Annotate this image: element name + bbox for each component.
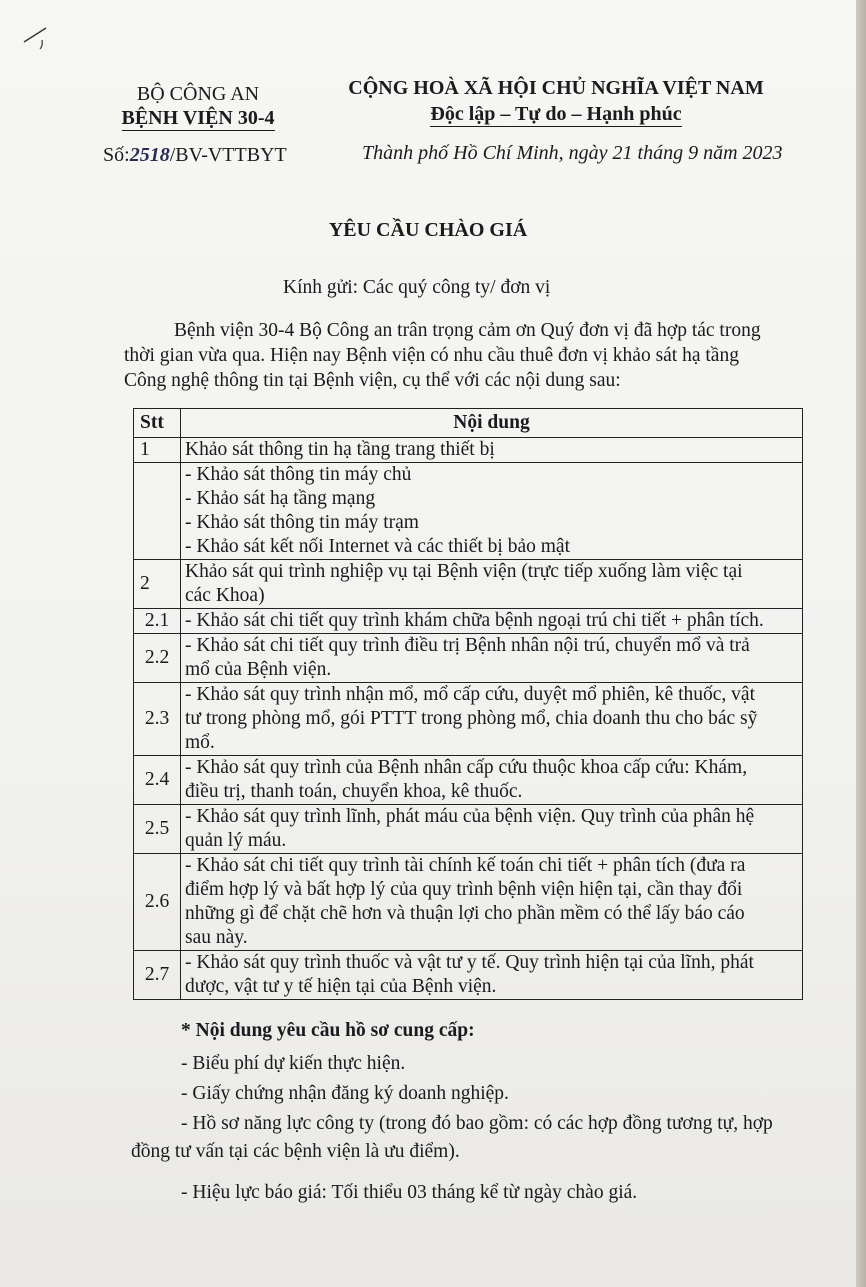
hospital-name: BỆNH VIỆN 30-4	[121, 107, 275, 129]
country-name: CỘNG HOÀ XÃ HỘI CHỦ NGHĨA VIỆT NAM	[348, 77, 764, 99]
document-title: YÊU CẦU CHÀO GIÁ	[328, 219, 528, 241]
row-content	[181, 805, 803, 854]
row-stt: 2	[134, 560, 181, 609]
row-content-line: quản lý máu.	[185, 830, 287, 851]
row-content-line: - Khảo sát kết nối Internet và các thiết bị bảo mật	[185, 536, 570, 557]
row-stt: 2.1	[134, 609, 181, 634]
requirement-item: - Biểu phí dự kiến thực hiện.	[181, 1053, 406, 1074]
table-row	[134, 951, 803, 1000]
requirements-heading: * Nội dung yêu cầu hồ sơ cung cấp:	[181, 1020, 475, 1041]
row-content-line: - Khảo sát chi tiết quy trình tài chính kế toán chi tiết + phân tích (đưa ra	[185, 855, 746, 876]
national-motto: Độc lập – Tự do – Hạnh phúc	[430, 103, 682, 125]
table-row	[134, 634, 803, 683]
table-row	[134, 463, 803, 560]
row-content-line: tư trong phòng mổ, gói PTTT trong phòng mổ, chia doanh thu cho bác sỹ	[185, 708, 758, 729]
row-content-line: Khảo sát qui trình nghiệp vụ tại Bệnh viện (trực tiếp xuống làm việc tại	[185, 561, 743, 582]
row-content-line: - Khảo sát chi tiết quy trình điều trị Bệnh nhân nội trú, chuyển mổ và trả	[185, 635, 750, 656]
row-content	[181, 683, 803, 756]
row-content-line: mổ.	[185, 732, 215, 753]
row-content-line: - Khảo sát thông tin máy chủ	[185, 464, 412, 485]
row-content-line: sau này.	[185, 927, 248, 948]
survey-content-table	[133, 408, 803, 1000]
requirement-item: - Giấy chứng nhận đăng ký doanh nghiệp.	[181, 1083, 509, 1104]
row-content-line: - Khảo sát quy trình lĩnh, phát máu của bệnh viện. Quy trình của phân hệ	[185, 806, 755, 827]
row-stt: 2.4	[134, 756, 181, 805]
row-stt	[134, 463, 181, 560]
row-content-line: điểm hợp lý và bất hợp lý của quy trình bệnh viện hiện tại, cần thay đổi	[185, 879, 743, 900]
pen-mark-icon	[22, 22, 62, 62]
table-row	[134, 560, 803, 609]
row-stt: 2.6	[134, 854, 181, 951]
org-name: BỘ CÔNG AN	[136, 83, 260, 105]
row-content	[181, 634, 803, 683]
row-content-line: - Khảo sát quy trình nhận mổ, mổ cấp cứu, duyệt mổ phiên, kê thuốc, vật	[185, 684, 755, 705]
table-body	[134, 438, 803, 1000]
column-header-content: Nội dung	[181, 409, 803, 438]
row-content	[181, 951, 803, 1000]
row-content	[181, 560, 803, 609]
row-content-line: Khảo sát thông tin hạ tầng trang thiết bị	[185, 439, 495, 460]
table-row	[134, 756, 803, 805]
row-content	[181, 854, 803, 951]
row-content	[181, 463, 803, 560]
intro-line: thời gian vừa qua. Hiện nay Bệnh viện có nhu cầu thuê đơn vị khảo sát hạ tầng	[124, 345, 739, 366]
row-content-line: - Khảo sát chi tiết quy trình khám chữa bệnh ngoại trú chi tiết + phân tích.	[185, 610, 764, 631]
column-header-stt: Stt	[134, 409, 181, 438]
row-content-line: dược, vật tư y tế hiện tại của Bệnh viện.	[185, 976, 497, 997]
row-stt: 2.3	[134, 683, 181, 756]
intro-line: Bệnh viện 30-4 Bộ Công an trân trọng cảm ơn Quý đơn vị đã hợp tác trong	[174, 320, 761, 341]
row-content-line: các Khoa)	[185, 585, 265, 606]
row-content-line: mổ của Bệnh viện.	[185, 659, 332, 680]
row-content-line: - Khảo sát quy trình của Bệnh nhân cấp cứu thuộc khoa cấp cứu: Khám,	[185, 757, 748, 778]
requirement-item: - Hồ sơ năng lực công ty (trong đó bao gồm: có các hợp đồng tương tự, hợp	[181, 1113, 773, 1134]
row-content-line: điều trị, thanh toán, chuyển khoa, kê thuốc.	[185, 781, 523, 802]
table-header-row	[134, 409, 803, 438]
page-edge	[856, 0, 866, 1287]
row-content-line: - Khảo sát quy trình thuốc và vật tư y tế. Quy trình hiện tại của lĩnh, phát	[185, 952, 754, 973]
row-content-line: những gì để chặt chẽ hơn và thuận lợi cho phần mềm có thể lấy báo cáo	[185, 903, 745, 924]
table-row	[134, 683, 803, 756]
row-content	[181, 609, 803, 634]
document-number: Số:2518/BV-VTTBYT	[103, 144, 287, 166]
addressee: Kính gửi: Các quý công ty/ đơn vị	[283, 277, 551, 298]
row-content	[181, 756, 803, 805]
requirement-item: - Hiệu lực báo giá: Tối thiểu 03 tháng kể từ ngày chào giá.	[181, 1182, 638, 1203]
handwritten-number: 2518	[129, 144, 170, 166]
table-row	[134, 609, 803, 634]
requirement-item-continued: đồng tư vấn tại các bệnh viện là ưu điểm).	[131, 1141, 460, 1162]
row-content	[181, 438, 803, 463]
row-stt: 1	[134, 438, 181, 463]
place-and-date: Thành phố Hồ Chí Minh, ngày 21 tháng 9 năm 2023	[362, 142, 783, 164]
intro-paragraph	[124, 318, 761, 393]
row-content-line: - Khảo sát thông tin máy trạm	[185, 512, 419, 533]
row-stt: 2.2	[134, 634, 181, 683]
row-content-line: - Khảo sát hạ tầng mạng	[185, 488, 376, 509]
row-stt: 2.7	[134, 951, 181, 1000]
intro-line: Công nghệ thông tin tại Bệnh viện, cụ thể với các nội dung sau:	[124, 370, 621, 391]
row-stt: 2.5	[134, 805, 181, 854]
table-row	[134, 805, 803, 854]
table-row	[134, 854, 803, 951]
table-row	[134, 438, 803, 463]
